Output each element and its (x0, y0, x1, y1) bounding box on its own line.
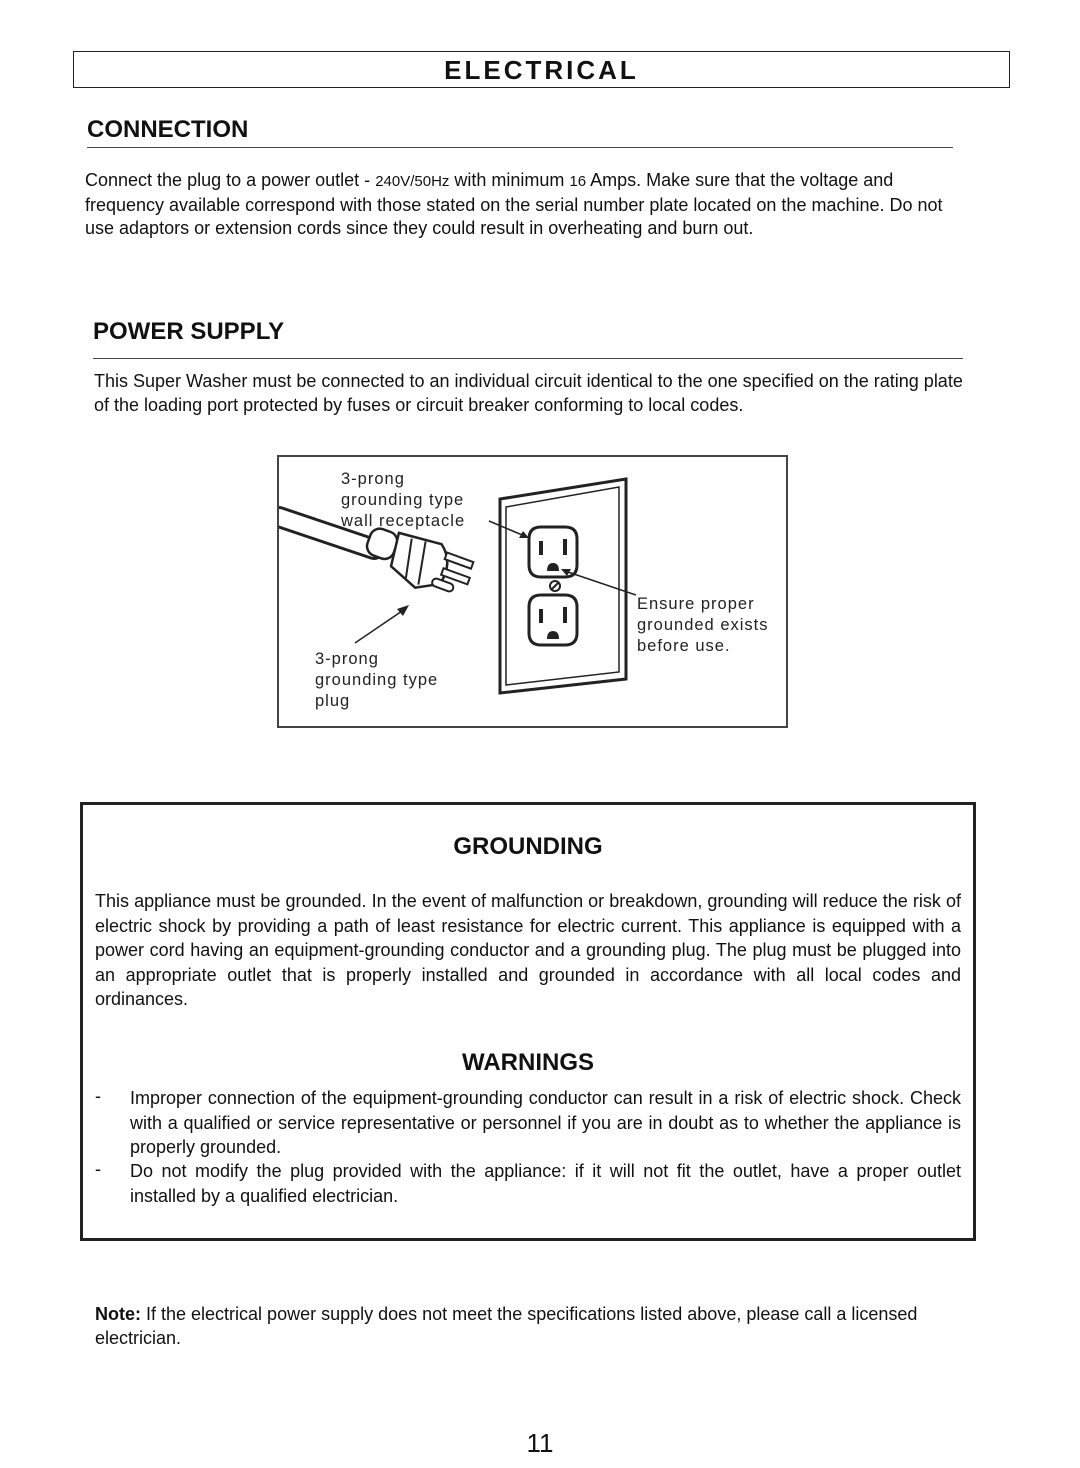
grounding-warnings-box (80, 802, 976, 1241)
warnings-heading: WARNINGS (462, 1049, 594, 1076)
lower-outlet-icon (529, 595, 577, 645)
connection-text-3: Amps. Make sure that the voltage and frequency available correspond with those stated on the serial number plate located on the machine. Do not use adaptors or extension cords since they could result in overheating and burn out. (85, 170, 943, 238)
warning-item-2: Do not modify the plug provided with the appliance: if it will not fit the outlet, have a proper outlet installed by a qualified electrician. (130, 1161, 961, 1206)
note-text (95, 1303, 965, 1350)
note-label: Note: (95, 1304, 141, 1324)
warning-bullet-1: - (95, 1086, 101, 1106)
connection-divider (87, 147, 953, 148)
connection-text-2: with minimum (449, 170, 570, 190)
ensure-grounded-label: Ensure proper grounded exists before use. (637, 595, 769, 655)
warning-item-1: Improper connection of the equipment-grounding conductor can result in a risk of electric shock. Check with a qualified or service representative or personnel if you are in doubt as to whether the appliance is properly grounded. (130, 1088, 961, 1157)
plug-label: 3-prong grounding type plug (315, 650, 439, 710)
connection-text (85, 169, 970, 241)
grounding-text: This appliance must be grounded. In the event of malfunction or breakdown, grounding will reduce the risk of electric shock by providing a path of least resistance for electric current. This appliance is equipped with a power cord having an equipment-grounding conductor and a grounding plug. The plug must be plugged into an appropriate outlet that is properly installed and grounded in accordance with all local codes and ordinances. (95, 891, 961, 1009)
plug-leader-line (355, 609, 405, 643)
page-title (73, 51, 1010, 88)
amps-value: 16 (569, 173, 587, 190)
page-title-text: ELECTRICAL (444, 55, 639, 85)
plug-icon (359, 520, 478, 604)
power-supply-heading: POWER SUPPLY (93, 318, 285, 345)
power-supply-divider (93, 358, 963, 359)
voltage-value: 240V/50Hz (375, 173, 450, 190)
outlet-diagram (277, 455, 788, 728)
connection-heading: CONNECTION (87, 116, 249, 143)
grounding-heading: GROUNDING (453, 833, 603, 860)
receptacle-label: 3-prong grounding type wall receptacle (341, 470, 466, 530)
power-supply-text: This Super Washer must be connected to an individual circuit identical to the one specified on the rating plate of the loading port protected by fuses or circuit breaker conforming to local codes. (94, 371, 963, 415)
note-body: If the electrical power supply does not meet the specifications listed above, please call a licensed electrician. (95, 1304, 918, 1348)
warning-bullet-2: - (95, 1159, 101, 1179)
page-number: 11 (526, 1428, 554, 1458)
connection-text-1: Connect the plug to a power outlet - (85, 170, 376, 190)
